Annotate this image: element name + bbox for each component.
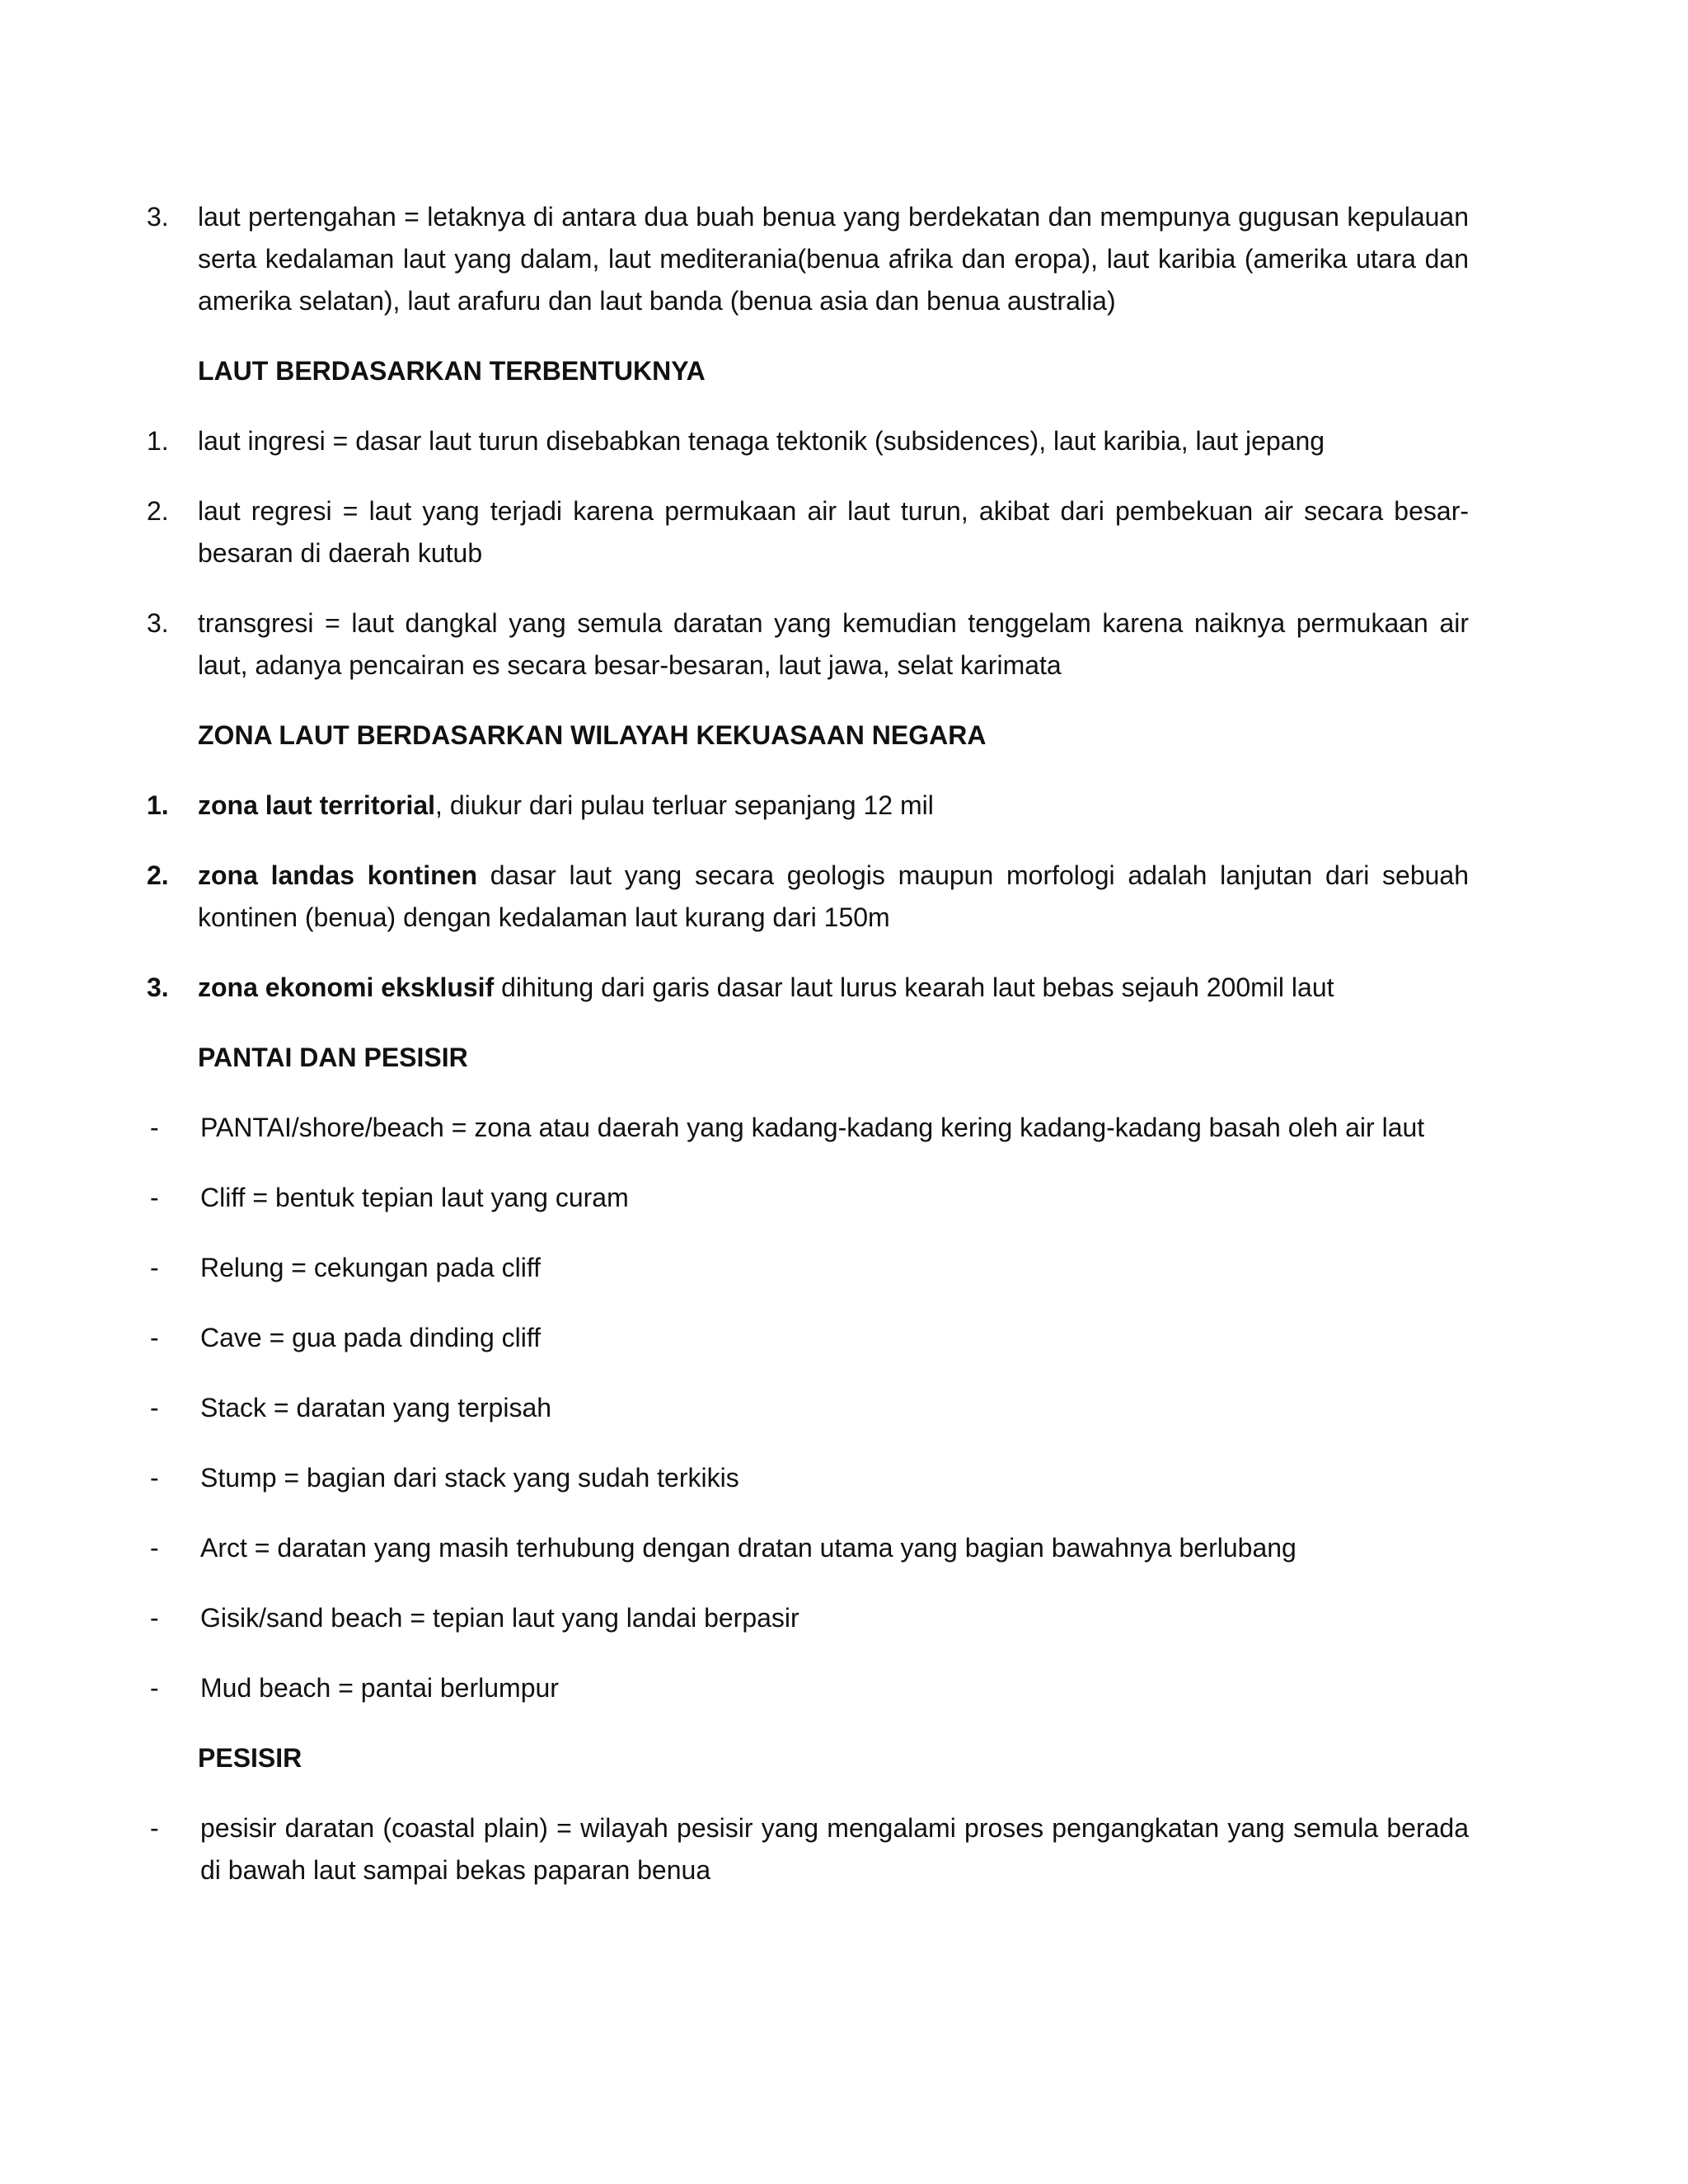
section-heading: PESISIR: [198, 1743, 302, 1773]
bullet-dash: -: [150, 1323, 159, 1352]
bullet-item-text: Stack = daratan yang terpisah: [200, 1393, 552, 1422]
section-heading: PANTAI DAN PESISIR: [198, 1043, 468, 1072]
list-item: [147, 196, 1469, 322]
list-item-text: , diukur dari pulau terluar sepanjang 12 mil: [435, 790, 934, 820]
bullet-item: [147, 1247, 1469, 1289]
bullet-item-text: Cave = gua pada dinding cliff: [200, 1323, 542, 1352]
list-item: [147, 490, 1469, 574]
bullet-item: [147, 1457, 1469, 1499]
bullet-item: [147, 1667, 1469, 1709]
list-item-term: zona landas kontinen: [198, 860, 478, 890]
bullet-item-text: Cliff = bentuk tepian laut yang curam: [200, 1183, 629, 1212]
bullet-item: [147, 1107, 1469, 1149]
bullet-item: [147, 1807, 1469, 1891]
bullet-dash: -: [150, 1533, 159, 1563]
bullet-dash: -: [150, 1673, 159, 1703]
list-item-text: transgresi = laut dangkal yang semula daratan yang kemudian tenggelam karena naiknya permukaan air laut, adanya pencairan es secara besar-besaran, laut jawa, selat karimata: [198, 608, 1469, 680]
bullet-item-text: PANTAI/shore/beach = zona atau daerah yang kadang-kadang kering kadang-kadang basah oleh air laut: [200, 1113, 1425, 1142]
bullet-item: [147, 1597, 1469, 1639]
bullet-dash: -: [150, 1183, 159, 1212]
list-item-term: zona ekonomi eksklusif: [198, 972, 495, 1002]
bullet-dash: -: [150, 1113, 159, 1142]
list-item: [147, 602, 1469, 687]
list-item: [147, 967, 1469, 1009]
list-item: [147, 855, 1469, 939]
list-number: 3.: [147, 202, 169, 232]
list-number: 2.: [147, 860, 169, 890]
bullet-item-text: Stump = bagian dari stack yang sudah terkikis: [200, 1463, 739, 1493]
bullet-item: [147, 1177, 1469, 1219]
bullet-item-text: Mud beach = pantai berlumpur: [200, 1673, 559, 1703]
list-number: 3.: [147, 608, 169, 638]
document-body: [147, 196, 1469, 1919]
bullet-item-text: pesisir daratan (coastal plain) = wilayah pesisir yang mengalami proses pengangkatan yang semula berada di bawah laut sampai bekas paparan benua: [200, 1813, 1469, 1885]
bullet-item: [147, 1387, 1469, 1429]
bullet-item: [147, 1317, 1469, 1359]
bullet-dash: -: [150, 1253, 159, 1282]
list-number: 1.: [147, 426, 169, 456]
bullet-dash: -: [150, 1603, 159, 1633]
section-heading: LAUT BERDASARKAN TERBENTUKNYA: [198, 356, 706, 386]
list-item-text: laut ingresi = dasar laut turun disebabkan tenaga tektonik (subsidences), laut karibia, laut jepang: [198, 426, 1325, 456]
list-item-text: laut pertengahan = letaknya di antara dua buah benua yang berdekatan dan mempunya gugusan kepulauan serta kedalaman laut yang dalam, laut mediterania(benua afrika dan eropa), laut karibia (amerika utara dan amerika selatan), laut arafuru dan laut banda (benua asia dan benua australia): [198, 202, 1469, 316]
list-number: 3.: [147, 972, 169, 1002]
list-item: [147, 785, 1469, 827]
bullet-item: [147, 1527, 1469, 1569]
bullet-dash: -: [150, 1393, 159, 1422]
list-item: [147, 420, 1469, 462]
list-item-text: laut regresi = laut yang terjadi karena permukaan air laut turun, akibat dari pembekuan air secara besar-besaran di daerah kutub: [198, 496, 1469, 568]
list-number: 1.: [147, 790, 169, 820]
list-item-term: zona laut territorial: [198, 790, 436, 820]
bullet-item-text: Arct = daratan yang masih terhubung dengan dratan utama yang bagian bawahnya berlubang: [200, 1533, 1296, 1563]
bullet-dash: -: [150, 1463, 159, 1493]
section-heading: ZONA LAUT BERDASARKAN WILAYAH KEKUASAAN NEGARA: [198, 720, 987, 750]
bullet-item-text: Relung = cekungan pada cliff: [200, 1253, 542, 1282]
bullet-dash: -: [150, 1813, 159, 1843]
list-item-text: dasar laut yang secara geologis maupun morfologi adalah lanjutan dari sebuah kontinen (benua) dengan kedalaman laut kurang dari 150m: [198, 860, 1469, 932]
list-item-text: dihitung dari garis dasar laut lurus kearah laut bebas sejauh 200mil laut: [494, 972, 1334, 1002]
list-number: 2.: [147, 496, 169, 526]
bullet-item-text: Gisik/sand beach = tepian laut yang landai berpasir: [200, 1603, 799, 1633]
